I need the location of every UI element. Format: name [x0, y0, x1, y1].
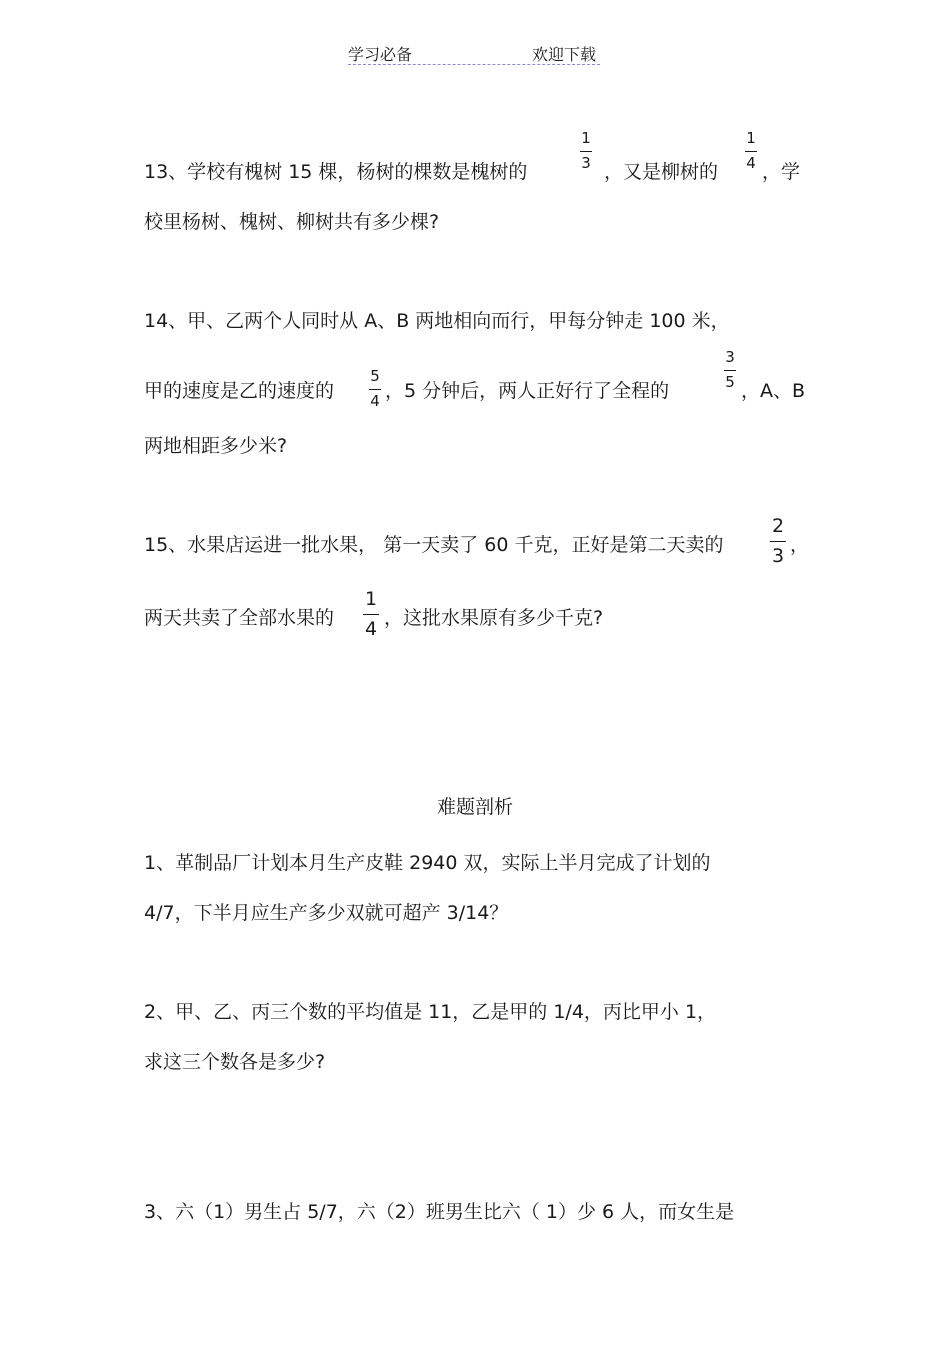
q15-fraction-1 — [770, 517, 786, 566]
q13-line2: 校里杨树、槐树、柳树共有多少棵? — [144, 211, 440, 233]
p3-line1: 3、六（1）男生占 5/7，六（2）班男生比六（ 1）少 6 人，而女生是 — [144, 1201, 735, 1223]
denominator: 3 — [581, 154, 591, 172]
header-left: 学习必备 — [348, 45, 413, 64]
fraction-bar — [724, 370, 736, 371]
q15-line2-a: 两天共卖了全部水果的 — [144, 607, 335, 629]
denominator: 3 — [771, 545, 785, 567]
numerator: 5 — [370, 367, 380, 385]
numerator: 1 — [364, 588, 378, 610]
p2-line2: 求这三个数各是多少? — [144, 1051, 326, 1073]
p1-line1: 1、革制品厂计划本月生产皮鞋 2940 双，实际上半月完成了计划的 — [144, 852, 711, 874]
q14-line2-b: ，5 分钟后，两人正好行了全程的 — [385, 380, 670, 402]
q13-line1-b: ，又是柳树的 — [604, 161, 719, 183]
header-right: 欢迎下载 — [531, 45, 596, 64]
q15-line1-b: ， — [790, 534, 810, 556]
q13-line1-c: ，学 — [762, 161, 801, 183]
q15-line1-a: 15、水果店运进一批水果， 第一天卖了 60 千克，正好是第二天卖的 — [144, 534, 724, 556]
q15-fraction-2 — [363, 590, 379, 639]
numerator: 1 — [581, 129, 591, 147]
q14-line2-a: 甲的速度是乙的速度的 — [144, 380, 335, 402]
q14-line3: 两地相距多少米? — [144, 435, 288, 457]
q13-line1-a: 13、学校有槐树 15 棵，杨树的棵数是槐树的 — [144, 161, 528, 183]
denominator: 4 — [364, 618, 378, 640]
section-title: 难题剖析 — [436, 796, 513, 818]
page-header — [348, 42, 600, 65]
fraction-bar — [363, 614, 379, 615]
numerator: 3 — [725, 348, 735, 366]
q14-line1: 14、甲、乙两个人同时从 A、B 两地相向而行，甲每分钟走 100 米， — [144, 310, 730, 332]
fraction-bar — [369, 389, 381, 390]
fraction-bar — [745, 151, 757, 152]
q15-line2-b: ，这批水果原有多少千克? — [384, 607, 604, 629]
denominator: 5 — [725, 373, 735, 391]
q14-fraction-1 — [369, 369, 381, 409]
denominator: 4 — [746, 154, 756, 172]
q14-fraction-2 — [724, 350, 736, 390]
denominator: 4 — [370, 392, 380, 410]
fraction-bar — [580, 151, 592, 152]
p1-line2: 4/7，下半月应生产多少双就可超产 3/14？ — [144, 902, 509, 924]
q14-line2-c: ，A、B — [741, 380, 806, 402]
p2-line1: 2、甲、乙、丙三个数的平均值是 11，乙是甲的 1/4，丙比甲小 1， — [144, 1001, 717, 1023]
q13-fraction-2 — [745, 131, 757, 171]
numerator: 2 — [771, 515, 785, 537]
q13-fraction-1 — [580, 131, 592, 171]
fraction-bar — [770, 541, 786, 542]
numerator: 1 — [746, 129, 756, 147]
